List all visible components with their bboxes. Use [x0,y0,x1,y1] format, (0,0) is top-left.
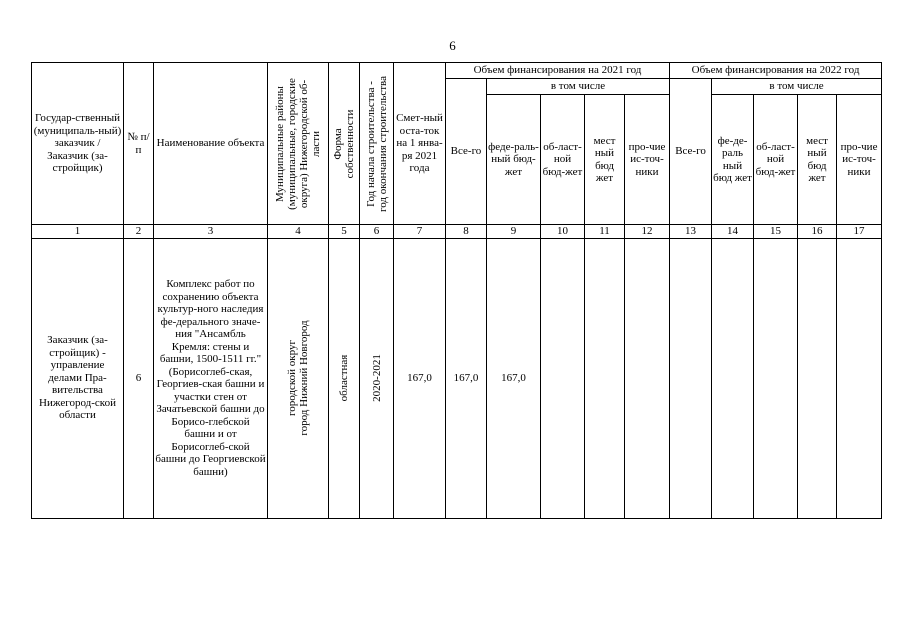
header-federal-2021: феде-раль-ный бюд-жет [487,95,541,225]
header-municipal: Муниципальные районы (муниципальные, городские округа) Нижегородской об- ласти [268,63,329,225]
row-federal-2021: 167,0 [487,238,541,518]
column-number: 9 [487,225,541,239]
header-other-2022: про-чие ис-точ-ники [837,95,882,225]
header-local-2022: мест ный бюд жет [798,95,837,225]
column-number: 17 [837,225,882,239]
row-object-name: Комплекс работ по сохранению объекта культур-ного наследия фе-дерального значе-ния "Ансамбль Кремля: стены и башни, 1500-1511 гг." (Борисоглеб-ская, Георгиев-ская башни и участки стен от Зачатьевской башни до Борисо-глебской башни и от Борисоглеб-ской башни до Георгиевской башни) [154,238,268,518]
column-number: 3 [154,225,268,239]
row-other-2022 [837,238,882,518]
column-number: 10 [541,225,585,239]
row-ownership: областная [329,238,360,518]
column-number: 16 [798,225,837,239]
row-remainder: 167,0 [394,238,446,518]
page-number: 6 [449,38,456,53]
column-number: 7 [394,225,446,239]
column-number: 1 [32,225,124,239]
row-regional-2022 [754,238,798,518]
row-years: 2020-2021 [360,238,394,518]
header-ownership: Форма собственности [329,63,360,225]
column-number: 2 [124,225,154,239]
row-customer: Заказчик (за-стройщик) - управление делами Пра-вительства Нижегород-ской области [32,238,124,518]
header-funding-2021: Объем финансирования на 2021 год [446,63,670,79]
header-regional-2021: об-ласт-ной бюд-жет [541,95,585,225]
header-remainder: Смет-ный оста-ток на 1 янва-ря 2021 года [394,63,446,225]
row-local-2021 [585,238,625,518]
header-num: № п/п [124,63,154,225]
header-including-2021: в том числе [487,79,670,95]
row-municipal: городской округ город Нижний Новгород [268,238,329,518]
column-number: 14 [712,225,754,239]
investment-table [31,62,882,519]
header-other-2021: про-чие ис-точ-ники [625,95,670,225]
row-local-2022 [798,238,837,518]
header-local-2021: мест ный бюд жет [585,95,625,225]
row-num: 6 [124,238,154,518]
header-years: Год начала строительства - год окончания строительства [360,63,394,225]
row-total-2022 [670,238,712,518]
table-row [32,238,882,518]
column-number: 6 [360,225,394,239]
column-number: 11 [585,225,625,239]
header-total-2022: Все-го [670,79,712,225]
column-number: 4 [268,225,329,239]
row-regional-2021 [541,238,585,518]
header-customer: Государ-ственный (муниципаль-ный) заказчик / Заказчик (за-стройщик) [32,63,124,225]
row-federal-2022 [712,238,754,518]
column-numbers-row [32,225,882,239]
column-number: 8 [446,225,487,239]
row-total-2021: 167,0 [446,238,487,518]
column-number: 12 [625,225,670,239]
header-federal-2022: фе-де-раль ный бюд жет [712,95,754,225]
header-regional-2022: об-ласт-ной бюд-жет [754,95,798,225]
column-number: 5 [329,225,360,239]
header-including-2022: в том числе [712,79,882,95]
header-funding-2022: Объем финансирования на 2022 год [670,63,882,79]
row-other-2021 [625,238,670,518]
column-number: 15 [754,225,798,239]
header-object-name: Наименование объекта [154,63,268,225]
column-number: 13 [670,225,712,239]
header-total-2021: Все-го [446,79,487,225]
